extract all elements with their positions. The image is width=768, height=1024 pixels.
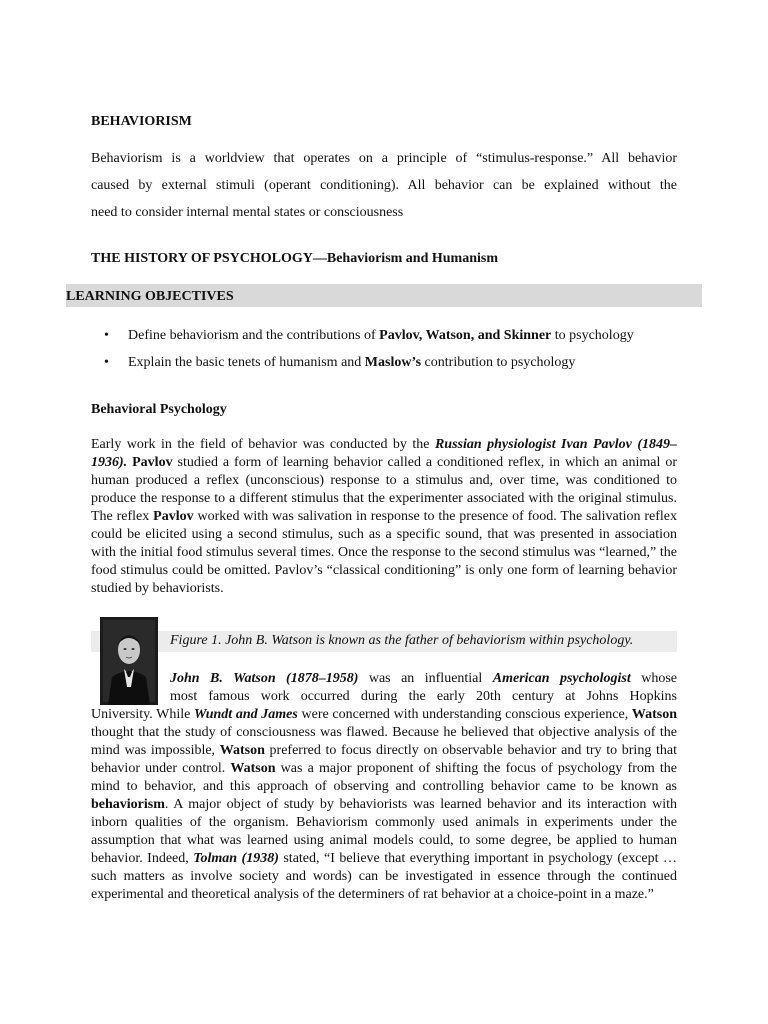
objective-text: Define behaviorism and the contributions of Pavlov, Watson, and Skinner to psychology: [128, 328, 634, 343]
objective-text: Explain the basic tenets of humanism and Maslow’s contribution to psychology: [128, 355, 576, 370]
behaviorism-intro: [91, 150, 677, 222]
bullet-icon: •: [104, 328, 109, 343]
history-heading: THE HISTORY OF PSYCHOLOGY—Behaviorism and Humanism: [91, 251, 498, 266]
watson-line-1: John B. Watson (1878–1958) was an influential American psychologist whose: [170, 671, 677, 686]
behaviorism-title: BEHAVIORISM: [91, 114, 192, 129]
learning-objectives-bar: [66, 284, 702, 307]
intro-line-1: Behaviorism is a worldview that operates on a principle of “stimulus-response.” All behavior: [91, 151, 677, 166]
watson-line-2: most famous work occurred during the early 20th century at Johns Hopkins: [170, 689, 677, 704]
figure-caption: Figure 1. John B. Watson is known as the father of behaviorism within psychology.: [170, 633, 634, 648]
intro-line-3: need to consider internal mental states or consciousness: [91, 205, 404, 220]
watson-paragraph: University. While Wundt and James were concerned with understanding conscious experience, Watson thought that the study of consciousness was flawed. Because he believed that objective analysis of the mind was impossible, Watson preferred to focus directly on observable behavior and try to bring that behavior under control. Watson was a major proponent of shifting the focus of psychology from the mind to behavior, and this approach of observing and controlling behavior came to be known as behaviorism. A major object of study by behaviorists was learned behavior and its interaction with inborn qualities of the organism. Behaviorism commonly used animals in experiments under the assumption that what was learned using animal models could, to some degree, be applied to human behavior. Indeed, Tolman (1938) stated, “I believe that everything important in psychology (except … such matters as involve society and words) can be investigated in essence through the continued experimental and theoretical analysis of the determiners of rat behavior at a choice-point in a maze.”: [91, 707, 678, 902]
watson-intro-lines: [170, 670, 677, 706]
behavioral-psychology-title: Behavioral Psychology: [91, 402, 227, 417]
watson-photo: [100, 617, 158, 705]
watson-portrait-icon: [100, 617, 158, 705]
objectives-list: [0, 328, 768, 382]
bullet-icon: •: [104, 355, 109, 370]
objective-item: [0, 328, 768, 355]
objective-item: [0, 355, 768, 382]
pavlov-paragraph: Early work in the field of behavior was conducted by the Russian physiologist Ivan Pavlov (1849–1936). Pavlov studied a form of learning behavior called a conditioned reflex, in which an animal or human produced a reflex (unconscious) response to a stimulus and, over time, was conditioned to produce the response to a different stimulus that the experimenter associated with the original stimulus. The reflex Pavlov worked with was salivation in response to the presence of food. The salivation reflex could be elicited using a second stimulus, such as a specific sound, that was presented in association with the initial food stimulus several times. Once the response to the second stimulus was “learned,” the food stimulus could be omitted. Pavlov’s “classical conditioning” is only one form of learning behavior studied by behaviorists.: [91, 437, 677, 596]
intro-line-2: caused by external stimuli (operant conditioning). All behavior can be explained without the: [91, 178, 677, 193]
learning-objectives-title: LEARNING OBJECTIVES: [66, 289, 234, 304]
